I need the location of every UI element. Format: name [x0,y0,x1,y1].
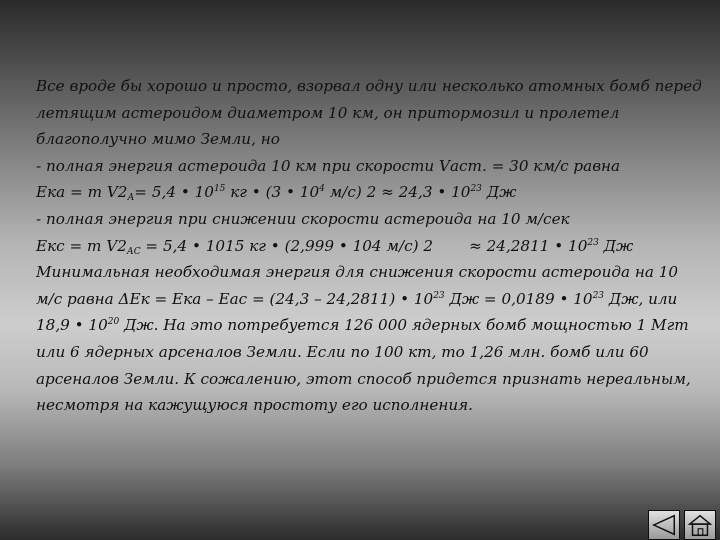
formula-part: = 5,4 • 10 [134,183,214,202]
formula-exponent: 23 [433,290,445,301]
formula-line-delta [36,286,696,313]
formula-part: Дж [598,236,634,255]
formula-exponent: 15 [213,184,226,195]
text-line: арсеналов Земли. К сожалению, этот способ придется признать нереальным, [36,369,691,388]
formula-part: кг • (3 • 10 [225,183,320,202]
formula-line-eks [36,233,696,260]
text-line: летящим астероидом диаметром 10 км, он притормозил и пролетел [36,103,620,122]
formula-exponent: 23 [587,237,599,248]
previous-slide-button[interactable] [648,510,680,540]
formula-part: м/с равна ΔEк = Eка – Eас = (24,3 – 24,2811) • 10 [36,289,434,308]
home-button[interactable] [684,510,716,540]
text-line: - полная энергия при снижении скорости астероида на 10 м/сек [36,209,570,228]
formula-exponent: 23 [592,290,605,301]
text-line: - полная энергия астероида 10 км при скорости Vаст. = 30 км/с равна [36,156,621,175]
formula-exponent: 4 [319,184,325,195]
slide-body-text [36,73,702,419]
formula-part: Eка = m V2 [36,183,128,202]
formula-part: 18,9 • 10 [36,316,108,335]
formula-part: Eкс = m V2 [36,236,127,255]
text-line: благополучно мимо Земли, но [36,130,280,149]
formula-line-eka [36,179,696,206]
formula-part: Дж. На это потребуется 126 000 ядерных бомб мощностью 1 Мгт [119,316,689,335]
formula-part: Дж, или [604,289,678,308]
text-line: несмотря на кажущуюся простоту его исполнения. [36,396,474,415]
formula-part: м/с) 2 ≈ 24,3 • 10 [324,183,471,202]
formula-part: Дж = 0,0189 • 10 [444,289,593,308]
home-icon [685,511,715,539]
formula-part: ≈ 24,2811 • 10 [469,236,588,255]
formula-exponent: 23 [470,184,482,195]
formula-part: Дж [481,183,517,202]
text-line: Все вроде бы хорошо и просто, взорвал одну или несколько атомных бомб перед [36,77,702,95]
formula-exponent: 20 [107,317,120,328]
formula-line-result [36,312,696,339]
formula-subscript: АС [126,246,141,257]
formula-subscript: А [127,193,135,204]
triangle-back-icon [649,511,679,539]
formula-part: = 5,4 • 1015 кг • (2,999 • 104 м/с) 2 [140,236,434,255]
text-line: Минимальная необходимая энергия для снижения скорости астероида на 10 [36,263,679,282]
text-line: или 6 ядерных арсеналов Земли. Если по 100 кт, то 1,26 млн. бомб или 60 [36,342,649,361]
